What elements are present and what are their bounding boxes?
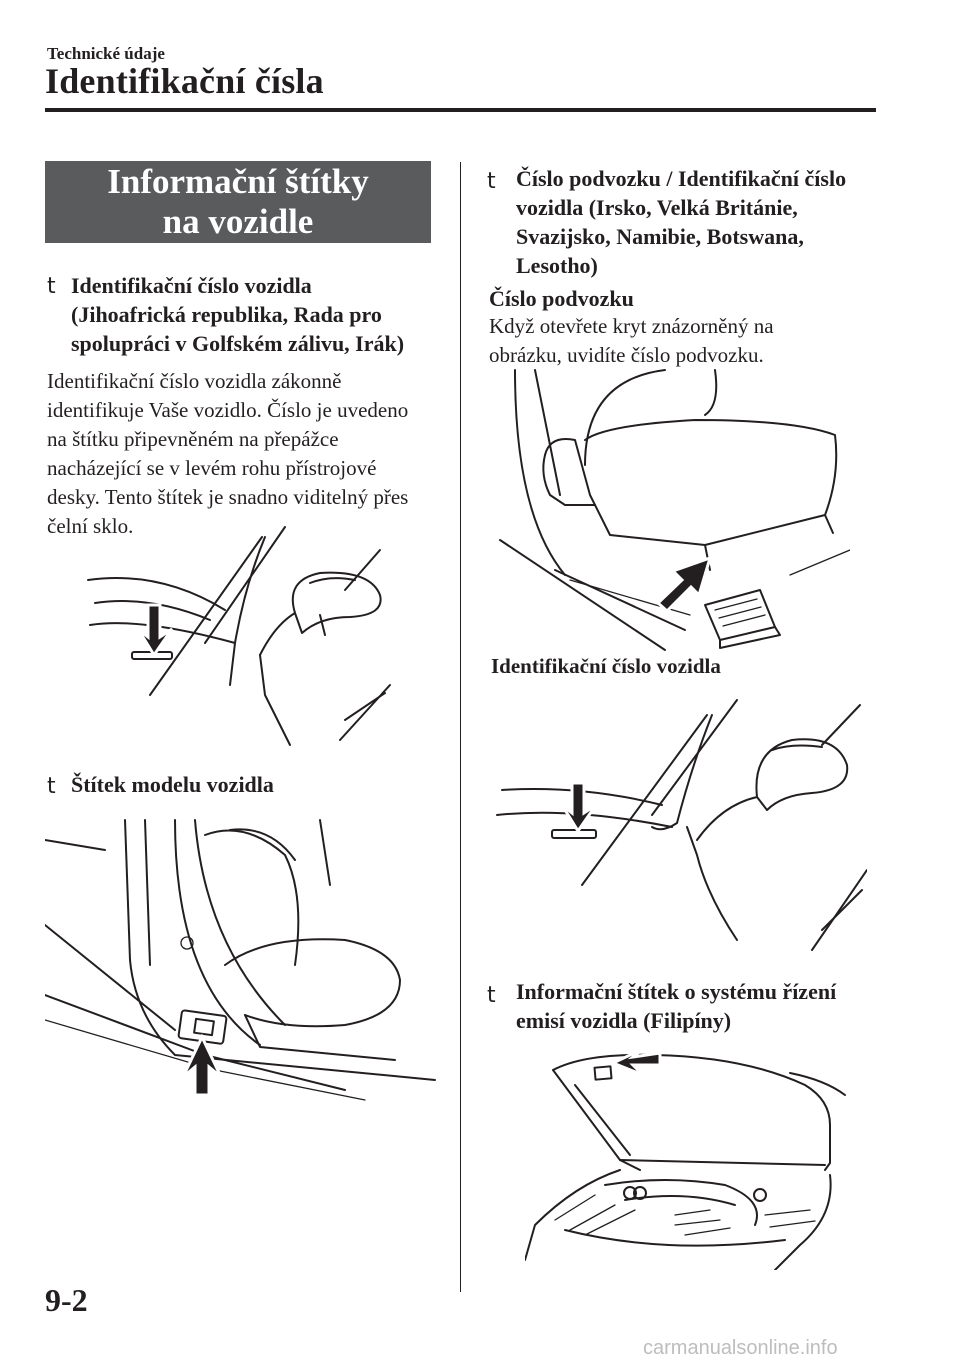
left-arrow-icon bbox=[613, 1049, 660, 1075]
heading-line: Identifikační číslo vozidla bbox=[71, 273, 312, 298]
heading-line: Svazijsko, Namibie, Botswana, bbox=[516, 224, 804, 249]
vin-caption: Identifikační číslo vozidla bbox=[491, 654, 721, 678]
chassis-heading bbox=[516, 164, 846, 280]
emission-heading bbox=[516, 977, 836, 1035]
windshield-vin-illustration bbox=[80, 525, 400, 755]
bullet: t bbox=[47, 774, 56, 799]
seat-pillar-illustration bbox=[45, 815, 440, 1115]
heading-line: emisí vozidla (Filipíny) bbox=[516, 1008, 732, 1033]
heading-line: (Jihoafrická republika, Rada pro bbox=[71, 302, 382, 327]
floor-cover-illustration bbox=[495, 365, 850, 655]
model-plate-heading: Štítek modelu vozidla bbox=[71, 772, 274, 797]
heading-line: vozidla (Irsko, Velká Británie, bbox=[516, 195, 798, 220]
section-banner bbox=[45, 161, 431, 243]
bullet: t bbox=[487, 169, 496, 194]
up-arrow-icon bbox=[183, 1037, 221, 1095]
page-number: 9-2 bbox=[45, 1282, 88, 1318]
windshield-vin-illustration-2 bbox=[492, 695, 867, 957]
bullet: t bbox=[487, 983, 496, 1008]
chapter-title: Identifikační čísla bbox=[45, 61, 324, 101]
chassis-description: Když otevřete kryt znázorněný na obrázku, uvidíte číslo podvozku. bbox=[489, 314, 774, 367]
vin-description: Identifikační číslo vozidla zákonně identifikuje Vaše vozidlo. Číslo je uvedeno na štítku připevněném na přepážce nacházející se v levém rohu přístrojové desky. Tento štítek je snadno viditelný přes čelní sklo. bbox=[47, 369, 409, 538]
heading-line: Lesotho) bbox=[516, 253, 598, 278]
heading-line: spolupráci v Golfském zálivu, Irák) bbox=[71, 331, 405, 356]
column-divider bbox=[460, 162, 461, 1292]
banner-title: Informační štítky na vozidle bbox=[107, 162, 369, 241]
down-arrow-icon bbox=[138, 605, 172, 655]
title-rule bbox=[45, 108, 876, 112]
bullet: t bbox=[47, 274, 56, 299]
watermark: carmanualsonline.info bbox=[643, 1337, 838, 1359]
up-arrow-icon bbox=[658, 558, 710, 611]
heading-line: Informační štítek o systému řízení bbox=[516, 979, 837, 1004]
vin-heading bbox=[71, 271, 404, 358]
section-label: Technické údaje bbox=[47, 44, 165, 63]
hood-open-illustration bbox=[525, 1045, 850, 1270]
heading-line: Číslo podvozku / Identifikační číslo bbox=[516, 166, 847, 191]
chassis-subheading: Číslo podvozku bbox=[489, 286, 634, 311]
